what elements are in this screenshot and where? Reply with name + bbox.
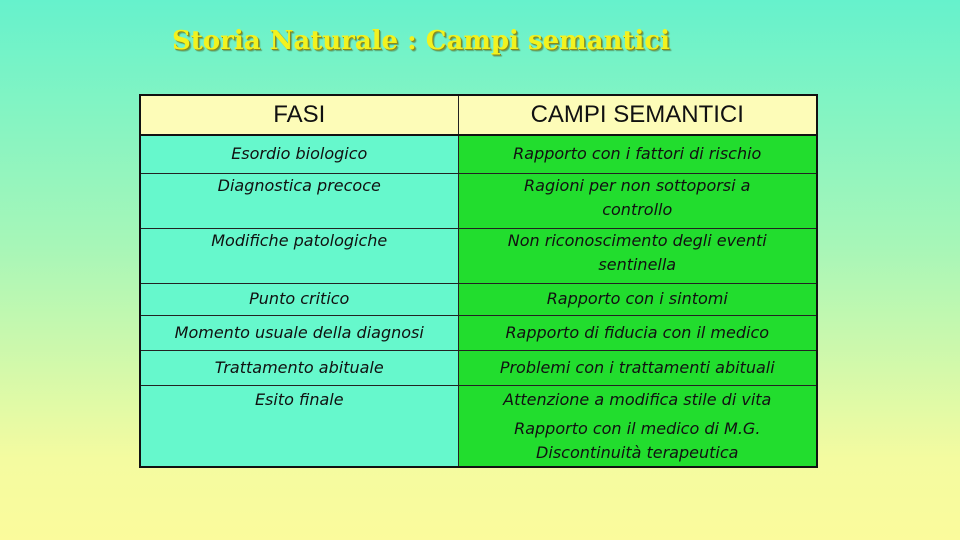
table-row xyxy=(140,173,817,228)
campo-cell xyxy=(458,283,817,315)
semantic-fields-table xyxy=(139,94,818,468)
campo-line: Discontinuità terapeutica xyxy=(536,442,739,462)
fase-cell: Esordio biologico xyxy=(140,135,458,173)
campo-line: Problemi con i trattamenti abituali xyxy=(499,357,775,377)
fase-cell: Punto critico xyxy=(140,283,458,315)
fase-cell: Esito finale xyxy=(140,385,458,467)
header-fasi: FASI xyxy=(140,95,458,135)
campo-line: Rapporto con i fattori di rischio xyxy=(513,144,762,164)
campo-cell xyxy=(458,173,817,228)
fase-cell: Trattamento abituale xyxy=(140,350,458,385)
table-row xyxy=(140,315,817,350)
campo-line: Ragioni per non sottoporsi a xyxy=(524,175,751,195)
campo-cell xyxy=(458,228,817,283)
campo-line: Rapporto con i sintomi xyxy=(546,289,728,308)
campo-cell xyxy=(458,315,817,350)
campo-line: Attenzione a modifica stile di vita xyxy=(503,389,772,409)
campo-line: sentinella xyxy=(598,254,677,274)
campo-cell xyxy=(458,350,817,385)
campo-line: Rapporto di fiducia con il medico xyxy=(505,322,770,342)
fase-cell: Modifiche patologiche xyxy=(140,228,458,283)
table-row xyxy=(140,283,817,315)
fase-cell: Diagnostica precoce xyxy=(140,173,458,228)
campo-line: Rapporto con il medico di M.G. xyxy=(514,418,761,438)
table-row xyxy=(140,350,817,385)
table-row xyxy=(140,135,817,173)
campo-cell xyxy=(458,135,817,173)
slide-title: Storia Naturale : Campi semantici xyxy=(172,26,670,56)
header-campi-semantici: CAMPI SEMANTICI xyxy=(458,95,817,135)
table-row xyxy=(140,385,817,467)
table-header-row xyxy=(140,95,817,135)
campo-cell xyxy=(458,385,817,467)
table-row xyxy=(140,228,817,283)
fase-cell: Momento usuale della diagnosi xyxy=(140,315,458,350)
campo-line: controllo xyxy=(602,199,673,219)
campo-line: Non riconoscimento degli eventi xyxy=(507,230,767,250)
